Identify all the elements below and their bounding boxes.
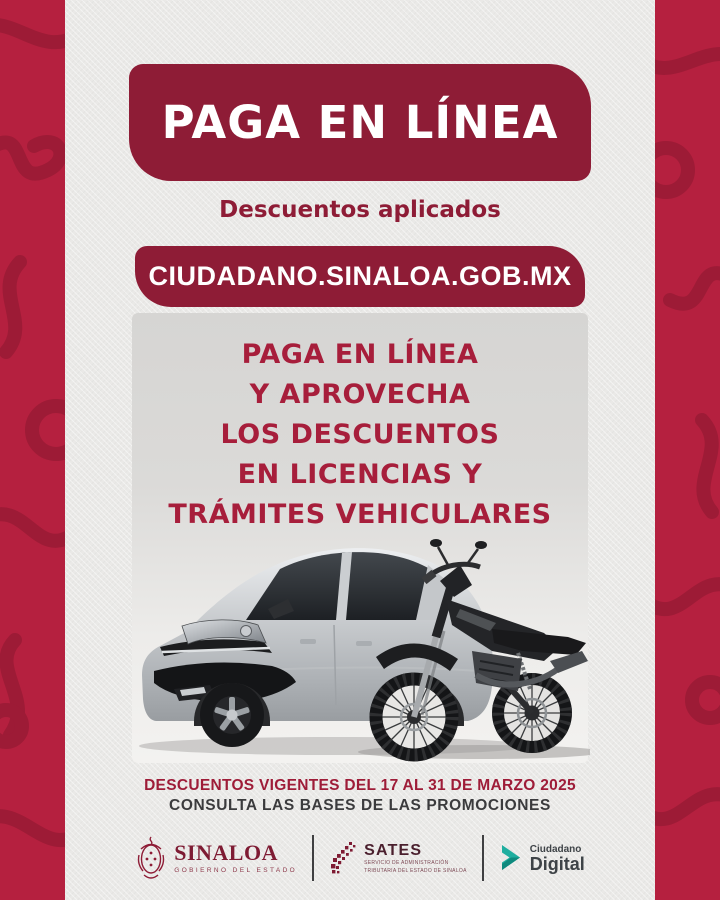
squiggle-pattern-icon [0, 0, 66, 900]
sates-name: SATES [364, 841, 423, 859]
ciudadano-digital-logo [499, 844, 585, 873]
promo-panel [132, 313, 588, 763]
message-line: EN LICENCIAS Y [237, 459, 483, 490]
sinaloa-name: SINALOA [174, 840, 278, 865]
right-red-band [654, 0, 720, 900]
sinaloa-logo [135, 833, 297, 883]
ciudadano-text: Ciudadano [529, 843, 582, 855]
left-red-band [0, 0, 66, 900]
flyer-card [65, 0, 655, 900]
footer-divider [312, 835, 314, 881]
sates-logo [329, 840, 467, 876]
message-line: PAGA EN LÍNEA [241, 339, 479, 370]
teal-chevron-icon [499, 844, 523, 872]
sates-dotted-arrow-icon [329, 840, 357, 876]
sinaloa-tagline: GOBIERNO DEL ESTADO [174, 867, 298, 874]
footer-divider [482, 835, 484, 881]
message-line: LOS DESCUENTOS [220, 419, 500, 450]
url-text: CIUDADANO.SINALOA.GOB.MX [148, 261, 572, 291]
promo-message [132, 313, 588, 535]
sates-tagline-line2: TRIBUTARIA DEL ESTADO DE SINALOA [364, 867, 467, 874]
page-title: PAGA EN LÍNEA [161, 96, 559, 149]
url-bar [135, 246, 585, 307]
note-text: CONSULTA LAS BASES DE LAS PROMOCIONES [169, 797, 551, 814]
sinaloa-emblem-icon [135, 833, 167, 883]
car-and-motorcycle-image [130, 525, 590, 765]
message-line: Y APROVECHA [249, 379, 471, 410]
digital-text: Digital [529, 853, 585, 874]
footer-logos [65, 827, 655, 889]
sates-tagline-line1: SERVICIO DE ADMINISTRACIÓN [364, 860, 449, 866]
title-banner [129, 64, 591, 181]
subtitle-text: Descuentos aplicados [219, 197, 501, 223]
squiggle-pattern-icon [654, 0, 720, 900]
message-line: TRÁMITES VEHICULARES [168, 499, 552, 530]
validity-text: DESCUENTOS VIGENTES DEL 17 AL 31 DE MARZO 2025 [144, 777, 576, 794]
